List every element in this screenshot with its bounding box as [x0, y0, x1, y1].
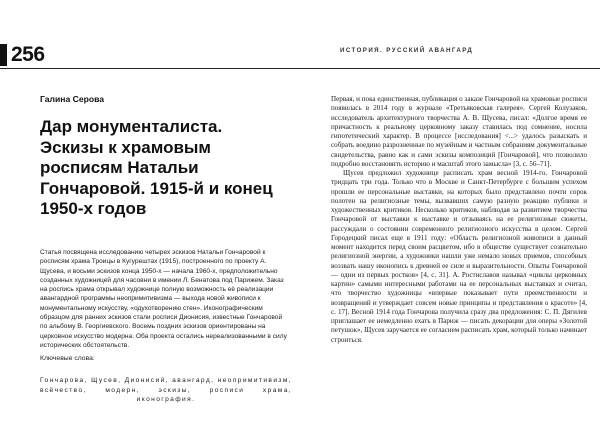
article-title: Дар монументалиста. Эскизы к храмовым росписям Натальи Гончаровой. 1915-й и конец 1950-х годов — [40, 117, 273, 218]
page-number: 256 — [11, 43, 45, 66]
running-head: ИСТОРИЯ. РУССКИЙ АВАНГАРД — [340, 47, 474, 54]
article-author: Галина Серова — [40, 94, 105, 104]
body-column — [331, 95, 587, 345]
keywords-list: Гончарова, Щусев, Дионисий, авангард, неопримитивизм, всёчество, модерн, эскизы, росписи храма, иконография. — [40, 377, 292, 404]
keywords-label: Ключевые слова: — [40, 355, 95, 362]
article-abstract: Статья посвящена исследованию четырех эскизов Натальи Гончаровой к росписям храма Троицы в Кугурештах (1915), построенного по проекту А. Щусева, и восьми эскизов конца 1950-х — начала 1960-х, предположительно созданных художницей для часовни в имении Л. Бенатова под Парижем. Заказ на роспись храма открывал художнице полную возможность её реализации авангардной программы неопримитивизма — выхода новой живописи к монументальному искусству, «одухотворению стен». Иконографическим образцом для ранних эскизов стали росписи Дионисия, известные Гончаровой по альбому В. Георгиевского. Восемь поздних эскизов ориентированы на церковное искусство модерна. Оба проекта остались нереализованными в силу исторических обстоятельств. — [40, 249, 287, 349]
page-edge-marker — [0, 44, 7, 66]
body-paragraph: Щусев предложил художнице расписать храм весной 1914-го. Гончаровой тридцать три года. Только что в Москве и Санкт-Петербурге с большим успехом прошли ее персональные выставки, на которых было представлено почти сорок полотен на религиозные темы, вызвавших самую разную реакцию публики и художественных критиков. Несколько критиков, наблюдая за развитием творчества Гончаровой от выставки к выставке и отзываясь на ее религиозные сюжеты, рассуждали о состоянии современного религиозного искусства в целом. Сергей Городецкий писал еще в 1911 году: «Область религиозной живописи в данный момент находится перед своим расцветом, ибо в обществе существует сознательно религиозной энергии, а художники нашли уже немало новых приемов, способных воззвать нашу иконопись к древней ее силе и выразительности. Опыты Гончаровой — одни из первых ростков» [4, с. 31]. А. Ростиславов называл «циклы церковных картин» самыми интересными работами на ее персональных выставках и считал, что творчество художницы «впервые показывает пути преемственности и возвращений и утверждает совсем новые принципы и представления о красоте» [4, с. 17]. Весной 1914 года Гончарова получила сразу два предложения: С. П. Дягилев приглашает ее немедленно ехать в Париж — писать декорации для оперы «Золотой петушок», Щусев заручается ее согласием расписать храм, который только начинает строиться. — [331, 169, 587, 344]
body-paragraph: Первая, и пока единственная, публикация о заказе Гончаровой на храмовые росписи появилась в 2014 году в журнале «Третьяковская галерея». Сергей Колузаков, исследователь архитектурного творчества А. В. Щусева, писал: «Долгое время ее причастность к реальному церковному заказу ставилась под сомнение, носила гипотетический характер. В процессе [исследования] <...> удалось разыскать и собрать воедино разрозненные по музейным и частным собраниям документальные свидетельства, равно как и сами эскизы композиций [Гончаровой], что позволило подробно восстановить историю и масштаб этого замысла» [3, с. 56–71]. — [331, 95, 587, 168]
header-rule — [0, 68, 600, 69]
